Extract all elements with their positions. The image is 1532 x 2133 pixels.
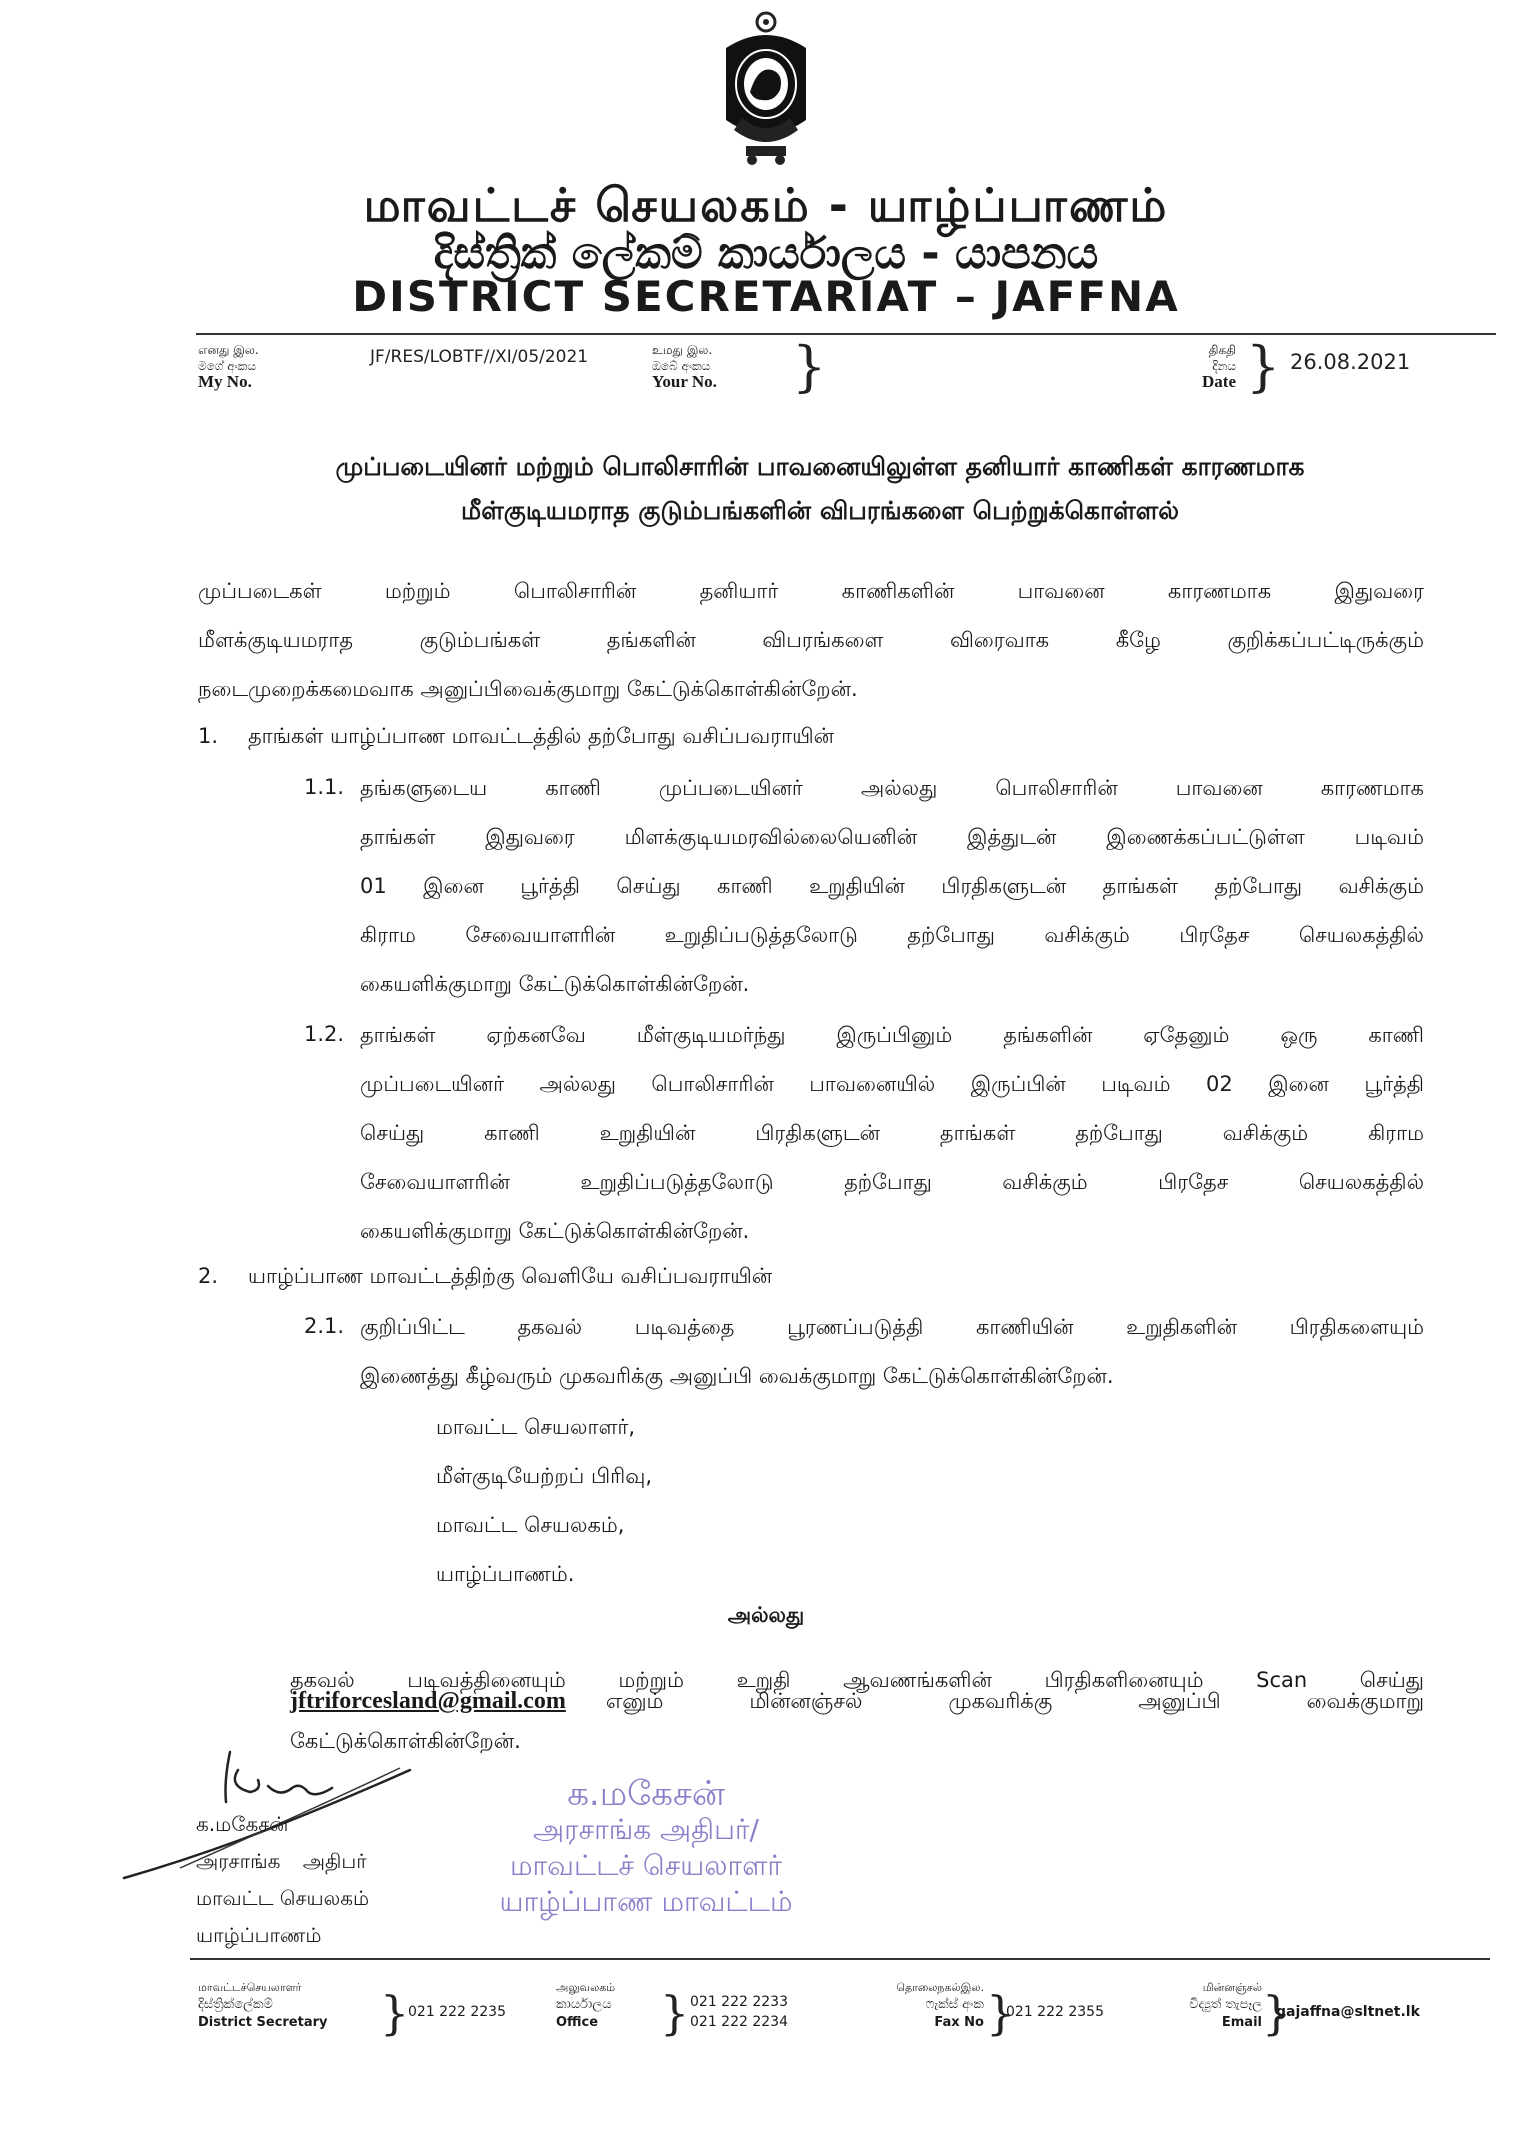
section2-heading: யாழ்ப்பாண மாவட்டத்திற்கு வெளியே வசிப்பவராயின் [248,1264,773,1288]
footer-office-brace: } [660,1986,690,2040]
footer-email-label-english: Email [1221,2015,1262,2030]
address-line: மாவட்ட செயலாளர், [436,1415,636,1439]
subject-line-1: முப்படையினர் மற்றும் பொலிசாரின் பாவனையிலுள்ள தனியார் காணிகள் காரணமாக [335,452,1305,481]
item-1-2-line-4: சேவையாளரின் உறுதிப்படுத்தலோடு தற்போது வசிக்கும் பிரதேச செயலகத்தில் [360,1170,1424,1194]
header-title-english: DISTRICT SECRETARIAT – JAFFNA [352,272,1180,321]
footer-fax-label-english: Fax No [934,2015,984,2030]
footer-fax-brace: } [986,1986,1016,2040]
footer-email-label-sinhala: විද්‍යුත් තැපෑල [1189,1997,1262,2012]
intro-line-1: முப்படைகள் மற்றும் பொலிசாரின் தனியார் காணிகளின் பாவனை காரணமாக இதுவரை [198,579,1424,603]
footer-office-label [556,1980,615,2030]
item-1-1-line-5: கையளிக்குமாறு கேட்டுக்கொள்கின்றேன். [360,972,750,996]
or-label: அல்லது [727,1603,805,1627]
stamp-office: மாவட்டச் செயலாளர் [509,1849,782,1882]
footer-ds-label [198,1980,328,2030]
footer-ds-label-sinhala: දිස්ත්‍රික්ලේකම් [198,1997,273,2012]
footer-email-label [1138,1980,1262,2030]
footer-email-brace: } [1262,1986,1292,2040]
subject-line-2: மீள்குடியமராத குடும்பங்களின் விபரங்களை பெற்றுக்கொள்ளல் [461,496,1179,525]
footer-office-label-sinhala: කාර්යාලය [556,1997,612,2012]
closing-line-2-text: எனும் மின்னஞ்சல் முகவரிக்கு அனுப்பி வைக்குமாறு [605,1689,1424,1713]
address-line: மாவட்ட செயலகம், [436,1513,625,1537]
your-no-brace: } [792,335,827,398]
item-1-2-number: 1.2. [304,1022,345,1046]
footer-office-phones [690,1992,788,2032]
section1-heading: தாங்கள் யாழ்ப்பாண மாவட்டத்தில் தற்போது வசிப்பவராயின் [248,724,834,748]
item-1-2-line-3: செய்து காணி உறுதியின் பிரதிகளுடன் தாங்கள் தற்போது வசிக்கும் கிராம [360,1121,1424,1145]
item-1-2-line-2: முப்படையினர் அல்லது பொலிசாரின் பாவனையில் இருப்பின் படிவம் 02 இனை பூர்த்தி [360,1072,1424,1096]
your-no-label-tamil: உமது இல. [652,343,713,357]
item-2-1-line-2: இணைத்து கீழ்வரும் முகவரிக்கு அனுப்பி வைக்குமாறு கேட்டுக்கொள்கின்றேன். [360,1364,1114,1388]
item-1-1-line-4: கிராம சேவையாளரின் உறுதிப்படுத்தலோடு தற்போது வசிக்கும் பிரதேச செயலகத்தில் [360,923,1424,947]
item-1-2-line-1: தாங்கள் ஏற்கனவே மீள்குடியமர்ந்து இருப்பினும் தங்களின் ஏதேனும் ஒரு காணி [360,1023,1424,1047]
signatory-place: யாழ்ப்பாணம் [196,1923,322,1947]
header-divider [196,333,1496,335]
intro-line-2: மீளக்குடியமராத குடும்பங்கள் தங்களின் விபரங்களை விரைவாக கீழே குறிக்கப்பட்டிருக்கும் [198,628,1424,652]
date-brace: } [1246,335,1281,398]
closing-line-1: தகவல் படிவத்தினையும் மற்றும் உறுதி ஆவணங்களின் பிரதிகளினையும் Scan செய்து [290,1668,1424,1692]
footer-office-label-english: Office [556,2015,599,2030]
footer-fax-label-tamil: தொலைநகல்இல. [896,1981,984,1994]
my-no-label-sinhala: මගේ අංකය [198,359,257,373]
my-no-value: JF/RES/LOBTF//XI/05/2021 [370,347,589,367]
stamp-district: யாழ்ப்பாண மாவட்டம் [499,1885,793,1918]
footer-ds-brace: } [380,1986,410,2040]
item-1-1-line-1: தங்களுடைய காணி முப்படையினர் அல்லது பொலிசாரின் பாவனை காரணமாக [360,776,1424,800]
item-1-1-number: 1.1. [304,775,345,799]
your-no-label [652,342,717,390]
footer-ds-phone: 021 222 2235 [408,2004,506,2020]
my-no-label [198,342,259,390]
footer-email-label-tamil: மின்னஞ்சல் [1202,1981,1262,1994]
footer-office-phone-1: 021 222 2233 [690,1994,788,2010]
section1-number: 1. [198,724,219,748]
your-no-label-sinhala: ඔබේ අංකය [652,359,711,373]
item-1-1-line-2: தாங்கள் இதுவரை மிளக்குடியமரவில்லையெனின் இத்துடன் இணைக்கப்பட்டுள்ள படிவம் [360,825,1424,849]
my-no-label-tamil: எனது இல. [198,343,259,357]
item-1-2-line-5: கையளிக்குமாறு கேட்டுக்கொள்கின்றேன். [360,1219,750,1243]
item-1-1-line-3: 01 இனை பூர்த்தி செய்து காணி உறுதியின் பிரதிகளுடன் தாங்கள் தற்போது வசிக்கும் [360,874,1424,898]
address-line: மீள்குடியேற்றப் பிரிவு, [436,1464,653,1488]
signatory-office: மாவட்ட செயலகம் [196,1886,370,1910]
intro-line-3: நடைமுறைக்கமைவாக அனுப்பிவைக்குமாறு கேட்டுக்கொள்கின்றேன். [198,677,858,701]
footer-email-value[interactable]: gajaffna@sltnet.lk [1276,2004,1420,2020]
footer-ds-label-english: District Secretary [198,2015,328,2030]
national-emblem [712,8,820,168]
signatory-name: க.மகேசன் [196,1812,289,1836]
footer-fax-label-sinhala: ෆැක්ස් අංක [925,1997,984,2012]
header-title-sinhala: දිස්ත්‍රික් ලේකම් කාර්යාලය - යාපනය [433,228,1099,279]
section2-number: 2. [198,1264,219,1288]
date-label-tamil: திகதி [1208,343,1236,357]
date-label [1190,342,1236,390]
address-block [436,1403,652,1599]
date-label-english: Date [1202,372,1236,391]
closing-line-2 [290,1688,1424,1716]
header-title-tamil: மாவட்டச் செயலகம் - யாழ்ப்பாணம் [363,178,1169,232]
signature-block [196,1806,369,1954]
address-line: யாழ்ப்பாணம். [436,1562,575,1586]
my-no-label-english: My No. [198,372,252,391]
signatory-role: அரசாங்க அதிபர் [196,1849,367,1873]
your-no-label-english: Your No. [652,372,717,391]
footer-fax-value: 021 222 2355 [1006,2004,1104,2020]
date-value: 26.08.2021 [1290,350,1411,374]
footer-fax-label [864,1980,984,2030]
footer-office-label-tamil: அலுவலகம் [556,1981,616,1994]
date-label-sinhala: දිනය [1212,359,1236,373]
footer-divider [190,1958,1490,1960]
official-stamp [486,1776,806,1920]
footer-office-phone-2: 021 222 2234 [690,2014,788,2030]
closing-line-3: கேட்டுக்கொள்கின்றேன். [290,1729,521,1753]
item-2-1-number: 2.1. [304,1314,345,1338]
stamp-name: க.மகேசன் [567,1774,725,1814]
item-2-1-line-1: குறிப்பிட்ட தகவல் படிவத்தை பூரணப்படுத்தி காணியின் உறுதிகளின் பிரதிகளையும் [360,1315,1424,1339]
footer-ds-label-tamil: மாவட்டச்செயலாளர் [198,1981,302,1994]
contact-email-link[interactable]: jftriforcesland@gmail.com [290,1688,566,1714]
stamp-role: அரசாங்க அதிபர்/ [532,1813,759,1846]
